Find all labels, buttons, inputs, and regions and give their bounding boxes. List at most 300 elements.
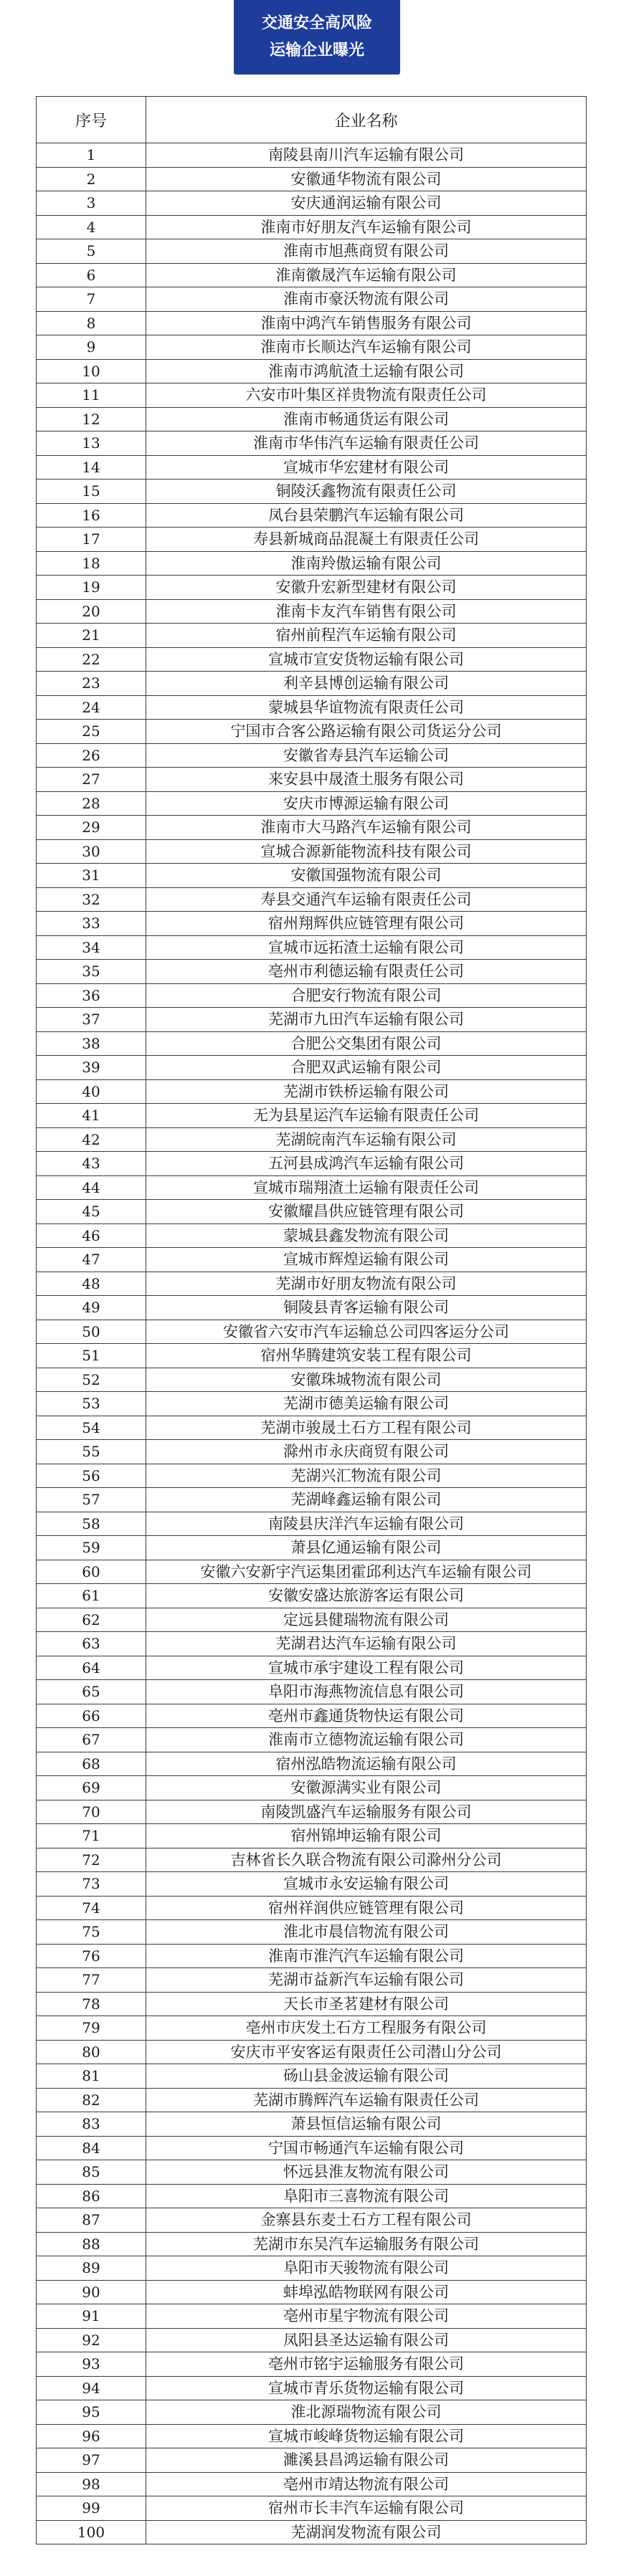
table-row bbox=[37, 672, 587, 696]
company-name: 宁国市合客公路运输有限公司货运分公司 bbox=[146, 720, 587, 744]
company-name: 金寨县东麦土石方工程有限公司 bbox=[146, 2208, 587, 2233]
company-name: 阜阳市海燕物流信息有限公司 bbox=[146, 1680, 587, 1704]
company-name: 淮南市好朋友汽车运输有限公司 bbox=[146, 215, 587, 239]
row-number: 57 bbox=[37, 1488, 146, 1512]
company-name: 淮南市畅通货运有限公司 bbox=[146, 407, 587, 431]
page-title-line-1: 交通安全高风险 bbox=[261, 14, 372, 32]
table-row bbox=[37, 551, 587, 576]
row-number: 70 bbox=[37, 1800, 146, 1824]
row-number: 56 bbox=[37, 1464, 146, 1488]
row-number: 74 bbox=[37, 1896, 146, 1920]
row-number: 69 bbox=[37, 1776, 146, 1800]
company-name: 淮南徽晟汽车运输有限公司 bbox=[146, 263, 587, 287]
company-name: 宣城市永安运输有限公司 bbox=[146, 1872, 587, 1897]
row-number: 50 bbox=[37, 1320, 146, 1344]
row-number: 26 bbox=[37, 743, 146, 768]
company-name: 铜陵沃鑫物流有限责任公司 bbox=[146, 480, 587, 504]
company-name: 亳州市星宇物流有限公司 bbox=[146, 2304, 587, 2329]
row-number: 96 bbox=[37, 2424, 146, 2448]
table-row bbox=[37, 2088, 587, 2112]
table-row bbox=[37, 1248, 587, 1272]
table-row bbox=[37, 2304, 587, 2329]
table-row bbox=[37, 2136, 587, 2160]
table-row bbox=[37, 1079, 587, 1104]
company-name: 安徽省寿县汽车运输公司 bbox=[146, 743, 587, 768]
table-row bbox=[37, 647, 587, 672]
company-name: 安徽耀昌供应链管理有限公司 bbox=[146, 1200, 587, 1224]
company-name: 亳州市铭宇运输服务有限公司 bbox=[146, 2352, 587, 2377]
row-number: 7 bbox=[37, 287, 146, 312]
row-number: 76 bbox=[37, 1944, 146, 1968]
table-row bbox=[37, 1320, 587, 1344]
table-row bbox=[37, 1800, 587, 1824]
table-row bbox=[37, 839, 587, 864]
row-number: 88 bbox=[37, 2232, 146, 2256]
company-name: 安徽通华物流有限公司 bbox=[146, 167, 587, 191]
page-footer bbox=[0, 2544, 621, 2576]
table-row bbox=[37, 239, 587, 264]
row-number: 25 bbox=[37, 720, 146, 744]
table-row bbox=[37, 2160, 587, 2185]
table-row bbox=[37, 528, 587, 552]
company-name: 五河县成鸿汽车运输有限公司 bbox=[146, 1152, 587, 1176]
table-row bbox=[37, 1968, 587, 1993]
company-name: 亳州市靖达物流有限公司 bbox=[146, 2472, 587, 2496]
company-name: 怀远县淮友物流有限公司 bbox=[146, 2160, 587, 2185]
row-number: 9 bbox=[37, 335, 146, 360]
table-row bbox=[37, 1175, 587, 1200]
table-row bbox=[37, 455, 587, 480]
table-row bbox=[37, 311, 587, 335]
table-row bbox=[37, 1536, 587, 1560]
company-name: 芜湖市腾辉汽车运输有限责任公司 bbox=[146, 2088, 587, 2112]
table-row bbox=[37, 2400, 587, 2425]
table-row bbox=[37, 1296, 587, 1320]
company-name: 宿州祥润供应链管理有限公司 bbox=[146, 1896, 587, 1920]
row-number: 45 bbox=[37, 1200, 146, 1224]
row-number: 97 bbox=[37, 2448, 146, 2473]
row-number: 19 bbox=[37, 576, 146, 600]
column-header-number: 序号 bbox=[37, 97, 146, 143]
row-number: 51 bbox=[37, 1344, 146, 1368]
company-name: 铜陵县青客运输有限公司 bbox=[146, 1296, 587, 1320]
row-number: 11 bbox=[37, 383, 146, 408]
company-name: 萧县恒信运输有限公司 bbox=[146, 2112, 587, 2137]
company-name: 定远县健瑞物流有限公司 bbox=[146, 1608, 587, 1632]
company-name: 淮南市长顺达汽车运输有限公司 bbox=[146, 335, 587, 360]
row-number: 36 bbox=[37, 983, 146, 1008]
row-number: 20 bbox=[37, 599, 146, 624]
company-name: 宿州锦坤运输有限公司 bbox=[146, 1824, 587, 1848]
row-number: 91 bbox=[37, 2304, 146, 2329]
company-name: 芜湖市铁桥运输有限公司 bbox=[146, 1079, 587, 1104]
table-row bbox=[37, 599, 587, 624]
row-number: 41 bbox=[37, 1104, 146, 1128]
row-number: 87 bbox=[37, 2208, 146, 2233]
row-number: 75 bbox=[37, 1920, 146, 1945]
table-row bbox=[37, 1680, 587, 1704]
company-name: 凤阳县圣达运输有限公司 bbox=[146, 2328, 587, 2352]
row-number: 15 bbox=[37, 480, 146, 504]
table-row bbox=[37, 167, 587, 191]
table-row bbox=[37, 503, 587, 528]
table-row bbox=[37, 1776, 587, 1800]
table-row bbox=[37, 480, 587, 504]
row-number: 43 bbox=[37, 1152, 146, 1176]
table-row bbox=[37, 887, 587, 912]
company-name: 寿县交通汽车运输有限责任公司 bbox=[146, 887, 587, 912]
table-row bbox=[37, 1272, 587, 1296]
company-name: 六安市叶集区祥贵物流有限责任公司 bbox=[146, 383, 587, 408]
row-number: 66 bbox=[37, 1704, 146, 1728]
company-name: 萧县亿通运输有限公司 bbox=[146, 1536, 587, 1560]
company-name: 宿州泓皓物流运输有限公司 bbox=[146, 1752, 587, 1776]
company-table bbox=[36, 96, 587, 2544]
row-number: 12 bbox=[37, 407, 146, 431]
table-row bbox=[37, 960, 587, 984]
company-name: 南陵凯盛汽车运输服务有限公司 bbox=[146, 1800, 587, 1824]
company-name: 无为县星运汽车运输有限责任公司 bbox=[146, 1104, 587, 1128]
table-row bbox=[37, 1848, 587, 1872]
table-row bbox=[37, 2472, 587, 2496]
company-name: 芜湖市好朋友物流有限公司 bbox=[146, 1272, 587, 1296]
row-number: 23 bbox=[37, 672, 146, 696]
table-row bbox=[37, 1872, 587, 1897]
table-row bbox=[37, 1992, 587, 2016]
row-number: 21 bbox=[37, 624, 146, 648]
table-row bbox=[37, 1440, 587, 1464]
row-number: 93 bbox=[37, 2352, 146, 2377]
company-name: 蚌埠泓皓物联网有限公司 bbox=[146, 2280, 587, 2304]
row-number: 60 bbox=[37, 1560, 146, 1584]
company-name: 淮北源瑞物流有限公司 bbox=[146, 2400, 587, 2425]
company-name: 凤台县荣鹏汽车运输有限公司 bbox=[146, 503, 587, 528]
table-row bbox=[37, 2256, 587, 2281]
table-row bbox=[37, 1152, 587, 1176]
company-name: 合肥公交集团有限公司 bbox=[146, 1031, 587, 1056]
company-name: 宣城市承宇建设工程有限公司 bbox=[146, 1656, 587, 1680]
table-row bbox=[37, 1944, 587, 1968]
row-number: 3 bbox=[37, 191, 146, 216]
table-row bbox=[37, 1368, 587, 1392]
company-name: 淮南市立德物流运输有限公司 bbox=[146, 1728, 587, 1752]
company-name: 芜湖君达汽车运输有限公司 bbox=[146, 1632, 587, 1656]
row-number: 40 bbox=[37, 1079, 146, 1104]
row-number: 2 bbox=[37, 167, 146, 191]
company-name: 宣城市峻峰货物运输有限公司 bbox=[146, 2424, 587, 2448]
table-row bbox=[37, 1223, 587, 1248]
company-name: 合肥双武运输有限公司 bbox=[146, 1056, 587, 1080]
table-row bbox=[37, 215, 587, 239]
table-row bbox=[37, 263, 587, 287]
company-name: 淮南市豪沃物流有限公司 bbox=[146, 287, 587, 312]
company-name: 宿州翔辉供应链管理有限公司 bbox=[146, 912, 587, 936]
table-row bbox=[37, 407, 587, 431]
row-number: 49 bbox=[37, 1296, 146, 1320]
company-name: 宣城市青乐货物运输有限公司 bbox=[146, 2376, 587, 2400]
row-number: 44 bbox=[37, 1175, 146, 1200]
row-number: 81 bbox=[37, 2064, 146, 2089]
company-name: 濉溪县昌鸿运输有限公司 bbox=[146, 2448, 587, 2473]
company-name: 安庆市平安客运有限责任公司潜山分公司 bbox=[146, 2040, 587, 2064]
row-number: 83 bbox=[37, 2112, 146, 2137]
table-row bbox=[37, 1584, 587, 1608]
row-number: 31 bbox=[37, 864, 146, 888]
row-number: 16 bbox=[37, 503, 146, 528]
table-row bbox=[37, 2040, 587, 2064]
company-name: 芜湖润发物流有限公司 bbox=[146, 2520, 587, 2544]
table-row bbox=[37, 1008, 587, 1032]
row-number: 47 bbox=[37, 1248, 146, 1272]
company-name: 安庆市博源运输有限公司 bbox=[146, 791, 587, 816]
table-row bbox=[37, 576, 587, 600]
table-row bbox=[37, 1031, 587, 1056]
row-number: 46 bbox=[37, 1223, 146, 1248]
table-row bbox=[37, 2184, 587, 2208]
company-name: 芜湖兴汇物流有限公司 bbox=[146, 1464, 587, 1488]
company-name: 淮南中鸿汽车销售服务有限公司 bbox=[146, 311, 587, 335]
table-row bbox=[37, 2232, 587, 2256]
company-name: 芜湖皖南汽车运输有限公司 bbox=[146, 1127, 587, 1152]
table-row bbox=[37, 1560, 587, 1584]
company-name: 南陵县庆洋汽车运输有限公司 bbox=[146, 1512, 587, 1536]
row-number: 89 bbox=[37, 2256, 146, 2281]
row-number: 17 bbox=[37, 528, 146, 552]
row-number: 98 bbox=[37, 2472, 146, 2496]
company-name: 宿州华腾建筑安装工程有限公司 bbox=[146, 1344, 587, 1368]
company-name: 宣城市瑞翔渣土运输有限责任公司 bbox=[146, 1175, 587, 1200]
company-name: 宁国市畅通汽车运输有限公司 bbox=[146, 2136, 587, 2160]
company-name: 安徽升宏新型建材有限公司 bbox=[146, 576, 587, 600]
company-name: 亳州市庆发土石方工程服务有限公司 bbox=[146, 2016, 587, 2041]
row-number: 58 bbox=[37, 1512, 146, 1536]
row-number: 67 bbox=[37, 1728, 146, 1752]
row-number: 84 bbox=[37, 2136, 146, 2160]
table-row bbox=[37, 335, 587, 360]
company-name: 吉林省长久联合物流有限公司滁州分公司 bbox=[146, 1848, 587, 1872]
row-number: 1 bbox=[37, 143, 146, 168]
table-row bbox=[37, 2424, 587, 2448]
table-row bbox=[37, 2112, 587, 2137]
table-row bbox=[37, 2496, 587, 2521]
row-number: 22 bbox=[37, 647, 146, 672]
row-number: 18 bbox=[37, 551, 146, 576]
row-number: 94 bbox=[37, 2376, 146, 2400]
row-number: 77 bbox=[37, 1968, 146, 1993]
company-name: 淮南市鸿航渣土运输有限公司 bbox=[146, 359, 587, 383]
table-row bbox=[37, 1824, 587, 1848]
table-row bbox=[37, 2352, 587, 2377]
table-row bbox=[37, 912, 587, 936]
company-name: 合肥安行物流有限公司 bbox=[146, 983, 587, 1008]
table-row bbox=[37, 935, 587, 960]
row-number: 65 bbox=[37, 1680, 146, 1704]
row-number: 80 bbox=[37, 2040, 146, 2064]
table-row bbox=[37, 1200, 587, 1224]
table-row bbox=[37, 1512, 587, 1536]
row-number: 90 bbox=[37, 2280, 146, 2304]
table-row bbox=[37, 1344, 587, 1368]
table-row bbox=[37, 1656, 587, 1680]
row-number: 4 bbox=[37, 215, 146, 239]
row-number: 10 bbox=[37, 359, 146, 383]
row-number: 33 bbox=[37, 912, 146, 936]
table-row bbox=[37, 191, 587, 216]
company-name: 阜阳市三喜物流有限公司 bbox=[146, 2184, 587, 2208]
company-name: 宿州前程汽车运输有限公司 bbox=[146, 624, 587, 648]
table-row bbox=[37, 2328, 587, 2352]
row-number: 52 bbox=[37, 1368, 146, 1392]
row-number: 13 bbox=[37, 431, 146, 456]
table-row bbox=[37, 816, 587, 840]
page-title-banner bbox=[234, 0, 400, 75]
company-name: 芜湖市九田汽车运输有限公司 bbox=[146, 1008, 587, 1032]
row-number: 30 bbox=[37, 839, 146, 864]
row-number: 64 bbox=[37, 1656, 146, 1680]
table-row bbox=[37, 624, 587, 648]
row-number: 59 bbox=[37, 1536, 146, 1560]
row-number: 8 bbox=[37, 311, 146, 335]
table-row bbox=[37, 791, 587, 816]
company-name: 安徽珠城物流有限公司 bbox=[146, 1368, 587, 1392]
table-row bbox=[37, 1416, 587, 1440]
table-row bbox=[37, 2280, 587, 2304]
table-row bbox=[37, 1920, 587, 1945]
row-number: 55 bbox=[37, 1440, 146, 1464]
company-name: 宿州市长丰汽车运输有限公司 bbox=[146, 2496, 587, 2521]
table-row bbox=[37, 720, 587, 744]
company-name: 淮南市华伟汽车运输有限责任公司 bbox=[146, 431, 587, 456]
company-name: 淮南市大马路汽车运输有限公司 bbox=[146, 816, 587, 840]
row-number: 100 bbox=[37, 2520, 146, 2544]
row-number: 38 bbox=[37, 1031, 146, 1056]
company-name: 来安县中晟渣土服务有限公司 bbox=[146, 768, 587, 792]
table-row bbox=[37, 1632, 587, 1656]
table-row bbox=[37, 2448, 587, 2473]
company-name: 安徽源满实业有限公司 bbox=[146, 1776, 587, 1800]
table-row bbox=[37, 431, 587, 456]
table-row bbox=[37, 1728, 587, 1752]
company-name: 淮南羚傲运输有限公司 bbox=[146, 551, 587, 576]
company-name: 安徽六安新宇汽运集团霍邱利达汽车运输有限公司 bbox=[146, 1560, 587, 1584]
row-number: 29 bbox=[37, 816, 146, 840]
row-number: 34 bbox=[37, 935, 146, 960]
company-name: 南陵县南川汽车运输有限公司 bbox=[146, 143, 587, 168]
table-row bbox=[37, 1752, 587, 1776]
table-row bbox=[37, 143, 587, 168]
row-number: 24 bbox=[37, 695, 146, 720]
company-name: 芜湖市德美运输有限公司 bbox=[146, 1392, 587, 1416]
table-row bbox=[37, 768, 587, 792]
row-number: 42 bbox=[37, 1127, 146, 1152]
table-row bbox=[37, 983, 587, 1008]
table-row bbox=[37, 695, 587, 720]
row-number: 82 bbox=[37, 2088, 146, 2112]
company-name: 淮北市晨信物流有限公司 bbox=[146, 1920, 587, 1945]
table-row bbox=[37, 1392, 587, 1416]
row-number: 72 bbox=[37, 1848, 146, 1872]
table-row bbox=[37, 1704, 587, 1728]
company-name: 安庆通润运输有限公司 bbox=[146, 191, 587, 216]
table-row bbox=[37, 2064, 587, 2089]
row-number: 63 bbox=[37, 1632, 146, 1656]
company-name: 安徽国强物流有限公司 bbox=[146, 864, 587, 888]
page-title-line-2: 运输企业曝光 bbox=[269, 42, 364, 59]
column-header-company-name: 企业名称 bbox=[146, 97, 587, 143]
row-number: 37 bbox=[37, 1008, 146, 1032]
company-name: 天长市圣茗建材有限公司 bbox=[146, 1992, 587, 2016]
company-name: 亳州市鑫通货物快运有限公司 bbox=[146, 1704, 587, 1728]
row-number: 73 bbox=[37, 1872, 146, 1897]
row-number: 68 bbox=[37, 1752, 146, 1776]
row-number: 6 bbox=[37, 263, 146, 287]
table-row bbox=[37, 359, 587, 383]
table-row bbox=[37, 2520, 587, 2544]
company-name: 宣城市辉煌运输有限公司 bbox=[146, 1248, 587, 1272]
company-name: 宣城市宣安货物运输有限公司 bbox=[146, 647, 587, 672]
row-number: 79 bbox=[37, 2016, 146, 2041]
company-name: 芜湖市骏晟土石方工程有限公司 bbox=[146, 1416, 587, 1440]
table-row bbox=[37, 1104, 587, 1128]
row-number: 39 bbox=[37, 1056, 146, 1080]
table-row bbox=[37, 2376, 587, 2400]
row-number: 71 bbox=[37, 1824, 146, 1848]
company-name: 阜阳市天骏物流有限公司 bbox=[146, 2256, 587, 2281]
row-number: 5 bbox=[37, 239, 146, 264]
company-name: 淮南市淮汽汽车运输有限公司 bbox=[146, 1944, 587, 1968]
row-number: 32 bbox=[37, 887, 146, 912]
row-number: 14 bbox=[37, 455, 146, 480]
row-number: 54 bbox=[37, 1416, 146, 1440]
row-number: 48 bbox=[37, 1272, 146, 1296]
company-name: 宣城市远拓渣土运输有限公司 bbox=[146, 935, 587, 960]
row-number: 35 bbox=[37, 960, 146, 984]
company-name: 蒙城县华谊物流有限责任公司 bbox=[146, 695, 587, 720]
row-number: 27 bbox=[37, 768, 146, 792]
row-number: 28 bbox=[37, 791, 146, 816]
table-row bbox=[37, 1127, 587, 1152]
company-name: 芜湖市益新汽车运输有限公司 bbox=[146, 1968, 587, 1993]
row-number: 99 bbox=[37, 2496, 146, 2521]
company-name: 芜湖市东吴汽车运输服务有限公司 bbox=[146, 2232, 587, 2256]
row-number: 95 bbox=[37, 2400, 146, 2425]
row-number: 62 bbox=[37, 1608, 146, 1632]
company-name: 砀山县金波运输有限公司 bbox=[146, 2064, 587, 2089]
company-name: 寿县新城商品混凝土有限责任公司 bbox=[146, 528, 587, 552]
row-number: 78 bbox=[37, 1992, 146, 2016]
table-row bbox=[37, 1896, 587, 1920]
table-header-row bbox=[37, 97, 587, 143]
company-name: 淮南市旭燕商贸有限公司 bbox=[146, 239, 587, 264]
table-row bbox=[37, 2016, 587, 2041]
company-name: 芜湖峰鑫运输有限公司 bbox=[146, 1488, 587, 1512]
table-row bbox=[37, 1488, 587, 1512]
company-name: 宣城市华宏建材有限公司 bbox=[146, 455, 587, 480]
table-row bbox=[37, 1464, 587, 1488]
row-number: 85 bbox=[37, 2160, 146, 2185]
table-row bbox=[37, 2208, 587, 2233]
company-name: 亳州市利德运输有限责任公司 bbox=[146, 960, 587, 984]
table-row bbox=[37, 743, 587, 768]
company-name: 安徽省六安市汽车运输总公司四客运分公司 bbox=[146, 1320, 587, 1344]
table-row bbox=[37, 287, 587, 312]
row-number: 53 bbox=[37, 1392, 146, 1416]
table-body bbox=[37, 143, 587, 2544]
company-name: 宣城合源新能物流科技有限公司 bbox=[146, 839, 587, 864]
company-name: 淮南卡友汽车销售有限公司 bbox=[146, 599, 587, 624]
company-name: 利辛县博创运输有限公司 bbox=[146, 672, 587, 696]
company-name: 滁州市永庆商贸有限公司 bbox=[146, 1440, 587, 1464]
